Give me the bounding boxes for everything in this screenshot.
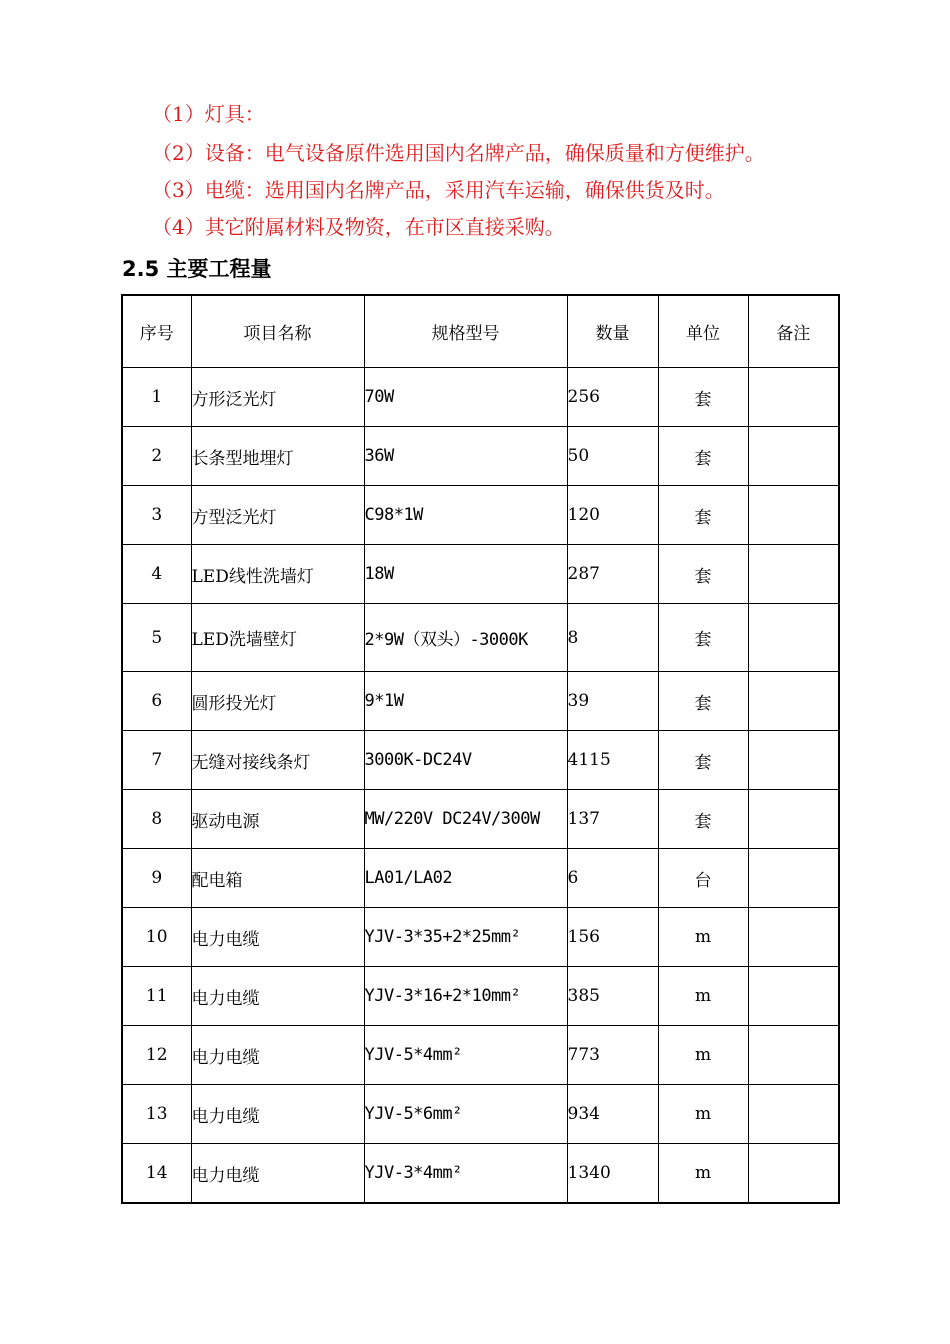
unit-cell: 套 xyxy=(658,731,748,790)
row-number-cell: 8 xyxy=(122,790,191,849)
quantity-cell: 39 xyxy=(567,672,658,731)
item-name-cell: 圆形投光灯 xyxy=(191,672,364,731)
item-name-cell: 配电箱 xyxy=(191,849,364,908)
quantity-cell: 50 xyxy=(567,427,658,486)
spec-model-cell: YJV-3*4mm² xyxy=(364,1144,567,1204)
row-number-cell: 1 xyxy=(122,368,191,427)
table-row xyxy=(122,486,839,545)
spec-model-cell: YJV-3*35+2*25mm² xyxy=(364,908,567,967)
table-row xyxy=(122,908,839,967)
quantity-cell: 120 xyxy=(567,486,658,545)
table-header-row xyxy=(122,295,839,368)
row-number-cell: 4 xyxy=(122,545,191,604)
quantity-cell: 4115 xyxy=(567,731,658,790)
spec-model-cell: YJV-3*16+2*10mm² xyxy=(364,967,567,1026)
unit-cell: 套 xyxy=(658,790,748,849)
item-name-cell: 方形泛光灯 xyxy=(191,368,364,427)
table-row xyxy=(122,427,839,486)
quantity-cell: 137 xyxy=(567,790,658,849)
item-name-cell: 电力电缆 xyxy=(191,908,364,967)
table-row xyxy=(122,967,839,1026)
table-row xyxy=(122,368,839,427)
intro-line-4: （4）其它附属材料及物资，在市区直接采购。 xyxy=(152,215,565,239)
remark-cell xyxy=(748,1026,839,1085)
unit-cell: 套 xyxy=(658,486,748,545)
row-number-cell: 12 xyxy=(122,1026,191,1085)
item-name-cell: 方型泛光灯 xyxy=(191,486,364,545)
remark-cell xyxy=(748,731,839,790)
table-row xyxy=(122,849,839,908)
quantity-cell: 1340 xyxy=(567,1144,658,1204)
header-cell: 备注 xyxy=(748,295,839,368)
table-row xyxy=(122,604,839,672)
item-name-cell: 电力电缆 xyxy=(191,1144,364,1204)
remark-cell xyxy=(748,1085,839,1144)
row-number-cell: 3 xyxy=(122,486,191,545)
table-row xyxy=(122,672,839,731)
unit-cell: m xyxy=(658,1085,748,1144)
row-number-cell: 11 xyxy=(122,967,191,1026)
spec-model-cell: LA01/LA02 xyxy=(364,849,567,908)
remark-cell xyxy=(748,908,839,967)
spec-model-cell: 3000K-DC24V xyxy=(364,731,567,790)
unit-cell: 套 xyxy=(658,672,748,731)
table-row xyxy=(122,790,839,849)
unit-cell: m xyxy=(658,1026,748,1085)
spec-model-cell: MW/220V DC24V/300W xyxy=(364,790,567,849)
remark-cell xyxy=(748,790,839,849)
spec-model-cell: 2*9W（双头）-3000K xyxy=(364,604,567,672)
spec-model-cell: 9*1W xyxy=(364,672,567,731)
remark-cell xyxy=(748,368,839,427)
unit-cell: m xyxy=(658,1144,748,1204)
table-row xyxy=(122,1026,839,1085)
item-name-cell: LED线性洗墙灯 xyxy=(191,545,364,604)
intro-line-3: （3）电缆：选用国内名牌产品，采用汽车运输，确保供货及时。 xyxy=(152,178,725,202)
remark-cell xyxy=(748,1144,839,1204)
row-number-cell: 7 xyxy=(122,731,191,790)
unit-cell: 套 xyxy=(658,368,748,427)
table-body xyxy=(122,368,839,1204)
quantities-table xyxy=(121,294,840,1204)
table-row xyxy=(122,545,839,604)
remark-cell xyxy=(748,967,839,1026)
section-heading: 2.5 主要工程量 xyxy=(122,257,272,281)
unit-cell: m xyxy=(658,967,748,1026)
header-cell: 规格型号 xyxy=(364,295,567,368)
quantity-cell: 934 xyxy=(567,1085,658,1144)
quantity-cell: 156 xyxy=(567,908,658,967)
header-cell: 单位 xyxy=(658,295,748,368)
quantity-cell: 287 xyxy=(567,545,658,604)
quantity-cell: 6 xyxy=(567,849,658,908)
unit-cell: m xyxy=(658,908,748,967)
table-row xyxy=(122,1085,839,1144)
remark-cell xyxy=(748,486,839,545)
item-name-cell: 驱动电源 xyxy=(191,790,364,849)
intro-line-2: （2）设备：电气设备原件选用国内名牌产品，确保质量和方便维护。 xyxy=(152,141,765,165)
item-name-cell: 长条型地埋灯 xyxy=(191,427,364,486)
remark-cell xyxy=(748,672,839,731)
remark-cell xyxy=(748,604,839,672)
spec-model-cell: YJV-5*4mm² xyxy=(364,1026,567,1085)
spec-model-cell: YJV-5*6mm² xyxy=(364,1085,567,1144)
intro-line-1: （1）灯具： xyxy=(152,102,265,126)
remark-cell xyxy=(748,849,839,908)
header-cell: 序号 xyxy=(122,295,191,368)
row-number-cell: 6 xyxy=(122,672,191,731)
spec-model-cell: 36W xyxy=(364,427,567,486)
row-number-cell: 5 xyxy=(122,604,191,672)
item-name-cell: 电力电缆 xyxy=(191,1085,364,1144)
table-row xyxy=(122,731,839,790)
item-name-cell: 电力电缆 xyxy=(191,1026,364,1085)
remark-cell xyxy=(748,427,839,486)
spec-model-cell: C98*1W xyxy=(364,486,567,545)
spec-model-cell: 70W xyxy=(364,368,567,427)
quantity-cell: 773 xyxy=(567,1026,658,1085)
unit-cell: 台 xyxy=(658,849,748,908)
row-number-cell: 2 xyxy=(122,427,191,486)
header-cell: 项目名称 xyxy=(191,295,364,368)
item-name-cell: 电力电缆 xyxy=(191,967,364,1026)
row-number-cell: 13 xyxy=(122,1085,191,1144)
unit-cell: 套 xyxy=(658,427,748,486)
row-number-cell: 14 xyxy=(122,1144,191,1204)
spec-model-cell: 18W xyxy=(364,545,567,604)
row-number-cell: 10 xyxy=(122,908,191,967)
unit-cell: 套 xyxy=(658,545,748,604)
item-name-cell: 无缝对接线条灯 xyxy=(191,731,364,790)
remark-cell xyxy=(748,545,839,604)
header-cell: 数量 xyxy=(567,295,658,368)
quantity-cell: 8 xyxy=(567,604,658,672)
quantity-cell: 385 xyxy=(567,967,658,1026)
quantity-cell: 256 xyxy=(567,368,658,427)
table-row xyxy=(122,1144,839,1204)
row-number-cell: 9 xyxy=(122,849,191,908)
unit-cell: 套 xyxy=(658,604,748,672)
item-name-cell: LED洗墙壁灯 xyxy=(191,604,364,672)
